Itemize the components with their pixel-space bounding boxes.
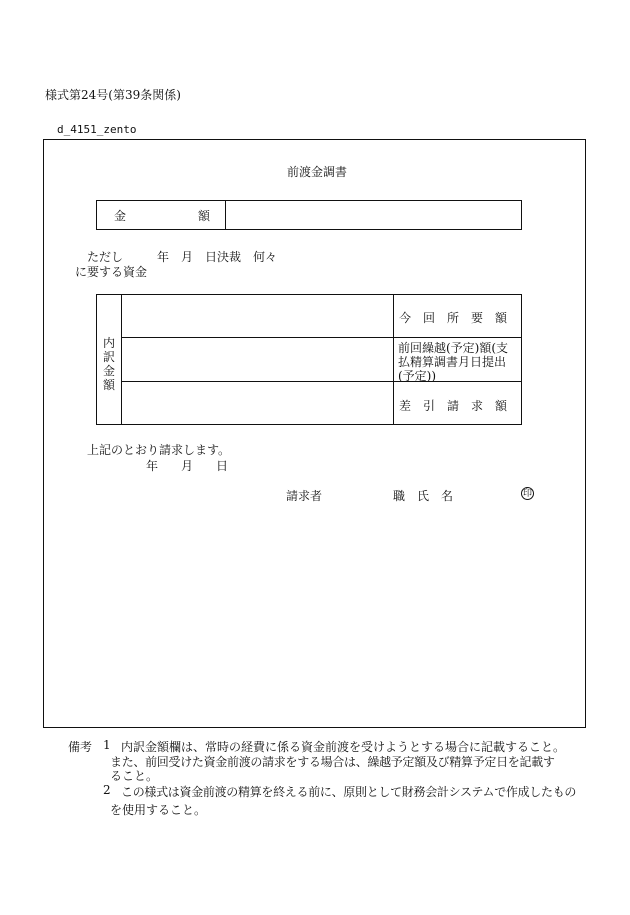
breakdown-label-char-2: 訳	[103, 350, 116, 364]
proviso-prefix: ただし	[87, 250, 124, 264]
breakdown-row-divider-2	[121, 381, 522, 382]
request-statement: 上記のとおり請求します。	[87, 443, 231, 457]
amount-box	[96, 200, 522, 230]
note-1-number: 1	[103, 738, 111, 752]
amount-label-right: 額	[198, 209, 211, 223]
breakdown-label-char-4: 額	[103, 378, 116, 392]
breakdown-label-char-3: 金	[103, 364, 116, 378]
proviso-year: 年	[157, 250, 170, 264]
proviso-line2: に要する資金	[75, 265, 148, 279]
page-title: 前渡金調書	[287, 165, 348, 179]
proviso-month: 月	[181, 250, 194, 264]
amount-label-left: 金	[114, 209, 127, 223]
document-id: d_4151_zento	[57, 123, 137, 136]
breakdown-value-divider	[393, 294, 394, 425]
date-year: 年	[146, 459, 159, 473]
note-1-line-2: また、前回受けた資金前渡の請求をする場合は、繰越予定額及び精算予定日を記載す	[110, 755, 555, 769]
breakdown-row-divider-1	[121, 337, 522, 338]
amount-divider	[225, 200, 226, 230]
note-2-number: 2	[103, 783, 111, 797]
date-month: 月	[181, 459, 194, 473]
proviso-day-decision: 日決裁	[205, 250, 242, 264]
breakdown-label-char-1: 内	[103, 336, 116, 350]
breakdown-label-divider	[121, 294, 122, 425]
note-2-line-1: この様式は資金前渡の精算を終える前に、原則として財務会計システムで作成したもの	[121, 785, 577, 799]
title-name-label: 職 氏 名	[393, 489, 454, 503]
breakdown-row-label-2-line-1: 前回繰越(予定)額(支	[398, 341, 509, 355]
breakdown-row-label-1: 今 回 所 要 額	[399, 311, 508, 325]
seal-icon: 印	[522, 489, 532, 499]
breakdown-row-label-2-line-2: 払精算調書月日提出	[398, 355, 507, 369]
form-number: 様式第24号(第39条関係)	[45, 88, 181, 102]
note-1-line-1: 内訳金額欄は、常時の経費に係る資金前渡を受けようとする場合に記載すること。	[121, 740, 566, 754]
note-1-line-3: ること。	[110, 769, 159, 783]
requester-label: 請求者	[286, 489, 323, 503]
notes-heading: 備考	[68, 740, 93, 754]
breakdown-row-label-2-line-3: (予定))	[398, 369, 437, 383]
breakdown-row-label-3: 差 引 請 求 額	[399, 399, 508, 413]
date-day: 日	[216, 459, 229, 473]
proviso-item: 何々	[253, 250, 278, 264]
note-2-line-2: を使用すること。	[110, 803, 207, 817]
